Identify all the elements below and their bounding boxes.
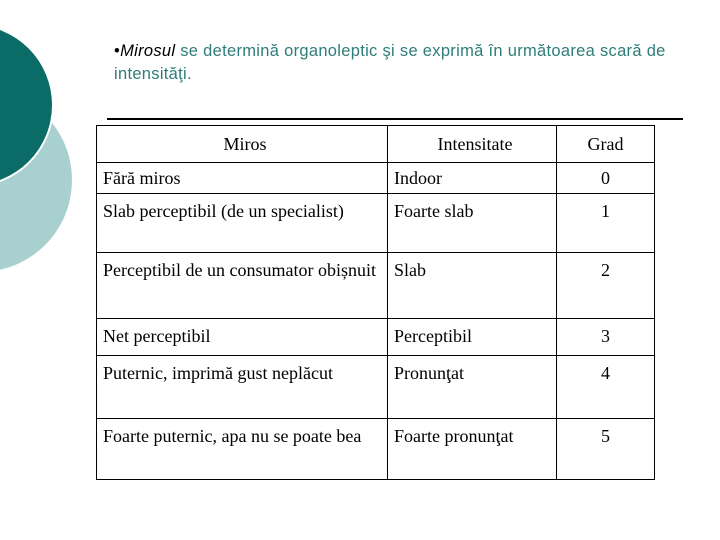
cell-miros: Fără miros: [97, 163, 388, 194]
cell-miros: Slab perceptibil (de un specialist): [97, 194, 388, 253]
cell-grad: 3: [557, 319, 655, 356]
divider-line: [107, 118, 683, 120]
cell-intensitate: Foarte slab: [388, 194, 557, 253]
table-row: [97, 163, 655, 194]
cell-grad: 2: [557, 253, 655, 319]
cell-miros: Foarte puternic, apa nu se poate bea: [97, 419, 388, 480]
table-row: [97, 356, 655, 419]
cell-intensitate: Indoor: [388, 163, 557, 194]
cell-grad: 4: [557, 356, 655, 419]
intro-text: [114, 40, 704, 86]
table-row: [97, 253, 655, 319]
bullet: •: [114, 42, 121, 60]
cell-intensitate: Slab: [388, 253, 557, 319]
intro-rest: se determină organoleptic şi se exprimă în următoarea scară de intensităţi.: [114, 42, 666, 83]
table-header-row: [97, 126, 655, 163]
header-miros: Miros: [97, 126, 388, 163]
header-intensitate: Intensitate: [388, 126, 557, 163]
table-row: [97, 194, 655, 253]
header-grad: Grad: [557, 126, 655, 163]
cell-grad: 5: [557, 419, 655, 480]
odor-scale-table: [96, 125, 655, 480]
cell-miros: Puternic, imprimă gust neplăcut: [97, 356, 388, 419]
cell-grad: 0: [557, 163, 655, 194]
cell-intensitate: Perceptibil: [388, 319, 557, 356]
circles-graphic: [0, 0, 110, 300]
cell-miros: Perceptibil de un consumator obișnuit: [97, 253, 388, 319]
cell-intensitate: Foarte pronunţat: [388, 419, 557, 480]
cell-miros: Net perceptibil: [97, 319, 388, 356]
cell-intensitate: Pronunţat: [388, 356, 557, 419]
decorative-circles: [0, 0, 110, 300]
cell-grad: 1: [557, 194, 655, 253]
intro-lead: Mirosul: [120, 42, 176, 60]
table-row: [97, 319, 655, 356]
table-row: [97, 419, 655, 480]
